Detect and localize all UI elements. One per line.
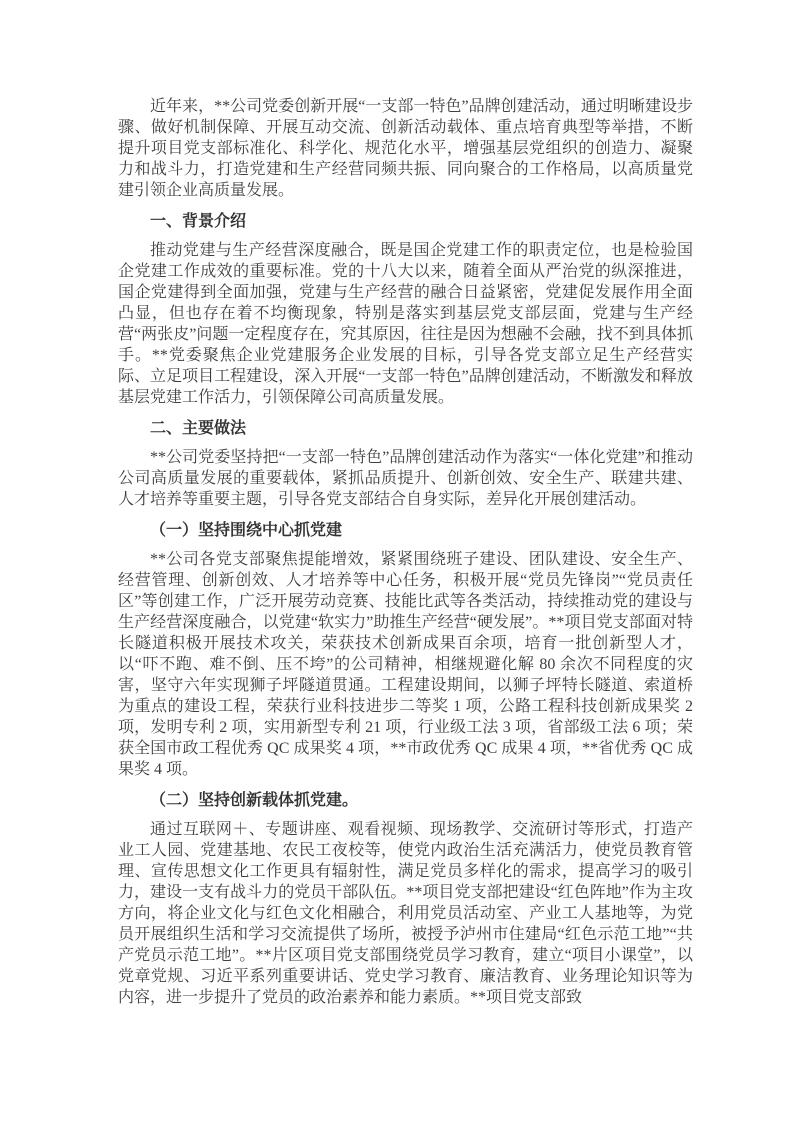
section-heading-main-practices: 二、主要做法 [150,420,247,437]
paragraph-center-focus: **公司各党支部聚焦提能增效，紧紧围绕班子建设、团队建设、安全生产、经营管理、创新创效、人才培养等中心任务，积极开展“党员先锋岗”“党员责任区”等创建工作，广泛开展劳动竞赛、技能比武等各类活动，持续推动党的建设与生产经营深度融合，以党建“软实力”助推生产经营“硬发展”。**项目党支部面对特长隧道积极开展技术攻关，荣获技术创新成果百余项，培育一批创新型人才，以“吓不跑、难不倒、压不垮”的公司精神，相继规避化解 80 余次不同程度的灾害，坚守六年实现狮子坪隧道贯通。工程建设期间，以狮子坪特长隧道、索道桥为重点的建设工程，荣获行业科技进步二等奖 1 项，公路工程科技创新成果奖 2 项，发明专利 2 项，实用新型专利 21 项，行业级工法 3 项，省部级工法 6 项；荣获全国市政工程优秀 QC 成果奖 4 项，**市政优秀 QC 成果 4 项，**省优秀 QC 成果奖 4 项。 [118,551,693,778]
subsection-heading-innovative-carriers: （二）坚持创新载体抓党建。 [150,792,359,809]
paragraph-intro: 近年来，**公司党委创新开展“一支部一特色”品牌创建活动，通过明晰建设步骤、做好机制保障、开展互动交流、创新活动载体、重点培育典型等举措，不断提升项目党支部标准化、科学化、规范化水平，增强基层党组织的创造力、凝聚力和战斗力，打造党建和生产经营同频共振、同向聚合的工作格局，以高质量党建引领企业高质量发展。 [118,98,693,199]
paragraph-background: 推动党建与生产经营深度融合，既是国企党建工作的职责定位，也是检验国企党建工作成效的重要标准。党的十八大以来，随着全面从严治党的纵深推进，国企党建得到全面加强，党建与生产经营的融合日益紧密，党建促发展作用全面凸显，但也存在着不均衡现象，特别是落实到基层党支部层面，党建与生产经营“两张皮”问题一定程度存在，究其原因，往往是因为想融不会融，找不到具体抓手。**党委聚焦企业党建服务企业发展的目标，引导各党支部立足生产经营实际、立足项目工程建设，深入开展“一支部一特色”品牌创建活动，不断激发和释放基层党建工作活力，引领保障公司高质量发展。 [118,242,693,406]
subsection-heading-center-focus: （一）坚持围绕中心抓党建 [150,522,343,539]
paragraph-main-practices-overview: **公司党委坚持把“一支部一特色”品牌创建活动作为落实“一体化党建”和推动公司高质量发展的重要载体，紧抓品质提升、创新创效、安全生产、联建共建、人才培养等重要主题，引导各党支部结合自身实际，差异化开展创建活动。 [118,449,693,508]
paragraph-innovative-carriers: 通过互联网＋、专题讲座、观看视频、现场教学、交流研讨等形式，打造产业工人园、党建基地、农民工夜校等，使党内政治生活充满活力，使党员教育管理、宣传思想文化工作更具有辐射性，满足党员多样化的需求，提高学习的吸引力，建设一支有战斗力的党员干部队伍。**项目党支部把建设“红色阵地”作为主攻方向，将企业文化与红色文化相融合，利用党员活动室、产业工人基地等，为党员开展组织生活和学习交流提供了场所，被授予泸州市住建局“红色示范工地”“共产党员示范工地”。**片区项目党支部围绕党员学习教育，建立“项目小课堂”，以党章党规、习近平系列重要讲话、党史学习教育、廉洁教育、业务理论知识等为内容，进一步提升了党员的政治素养和能力素质。**项目党支部致 [118,821,693,1006]
section-heading-background: 一、背景介绍 [150,213,247,230]
